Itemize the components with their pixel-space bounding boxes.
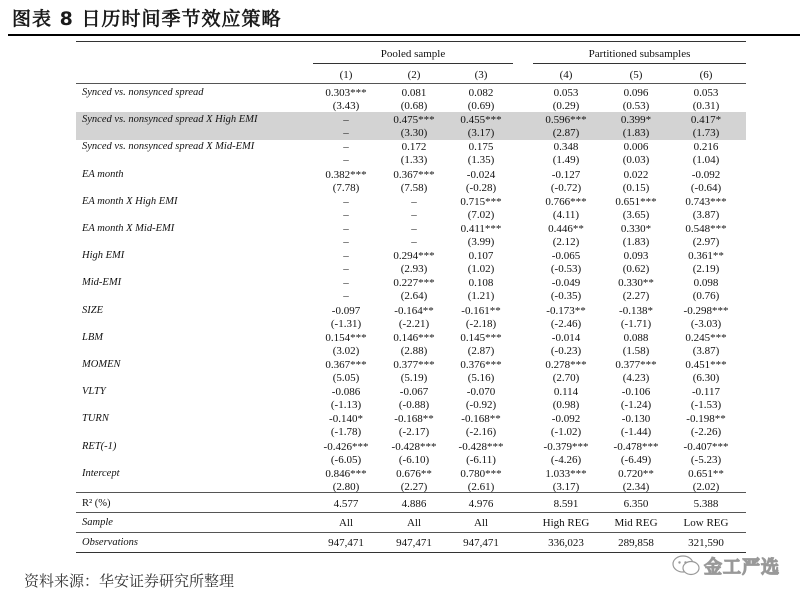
tstat-cell: (-1.53) xyxy=(690,399,722,412)
sample-rule xyxy=(76,532,746,533)
tstat-cell: (-6.05) xyxy=(330,453,362,466)
coef-cell: -0.426*** xyxy=(323,440,369,453)
wechat-icon xyxy=(672,555,700,577)
tstat-cell: (3.02) xyxy=(332,344,360,357)
tstat-cell: (7.58) xyxy=(400,181,428,194)
coef-cell: -0.092 xyxy=(691,168,721,181)
coef-cell: -0.117 xyxy=(691,386,720,399)
coef-cell: 0.651*** xyxy=(615,195,657,208)
coef-cell: – xyxy=(343,141,349,154)
tstat-cell: (-4.26) xyxy=(550,453,582,466)
coef-cell: -0.173** xyxy=(546,304,586,317)
coef-cell: -0.428*** xyxy=(458,440,504,453)
table-row-tstat xyxy=(76,425,746,439)
tstat-cell: (-1.13) xyxy=(330,399,362,412)
coef-cell: -0.198** xyxy=(686,413,726,426)
tstat-cell: (0.31) xyxy=(692,100,720,112)
table-row-tstat xyxy=(76,453,746,467)
coef-cell: -0.407*** xyxy=(683,440,729,453)
tstat-cell: (-2.21) xyxy=(398,317,430,330)
tstat-cell: (2.97) xyxy=(692,236,720,248)
sample-value: Mid REG xyxy=(614,517,658,529)
column-number: (2) xyxy=(407,69,421,81)
tstat-cell: (3.87) xyxy=(692,344,720,357)
column-number: (1) xyxy=(339,69,353,81)
table-row xyxy=(76,113,746,127)
tstat-cell: (-6.10) xyxy=(398,453,430,466)
tstat-cell: (6.30) xyxy=(692,372,720,384)
tstat-cell: – xyxy=(343,208,349,221)
coef-cell: 0.294*** xyxy=(393,250,435,263)
coef-cell: 0.278*** xyxy=(545,359,587,371)
tstat-cell: (-0.28) xyxy=(465,181,497,194)
watermark-text: 金工严选 xyxy=(704,557,780,578)
row-label: SIZE xyxy=(82,304,103,316)
sample-row xyxy=(76,516,746,530)
coef-cell: – xyxy=(343,223,349,235)
table-row-tstat xyxy=(76,235,746,249)
tstat-cell: (2.80) xyxy=(332,480,360,493)
coef-cell: 0.743*** xyxy=(685,195,727,208)
tstat-cell: (-2.17) xyxy=(398,426,430,439)
watermark xyxy=(672,548,792,584)
row-label: LBM xyxy=(82,331,103,343)
group-header-partitioned: Partitioned subsamples xyxy=(588,48,691,60)
coef-cell: 0.053 xyxy=(553,87,579,99)
table-row xyxy=(76,331,746,345)
row-label: Sample xyxy=(82,517,113,528)
tstat-cell: (5.16) xyxy=(467,372,495,384)
coef-cell: -0.065 xyxy=(551,250,581,263)
r2-row xyxy=(76,497,746,511)
coef-cell: 0.780*** xyxy=(460,467,502,480)
coef-cell: 1.033*** xyxy=(545,467,587,480)
table-row xyxy=(76,385,746,399)
coef-cell: 0.006 xyxy=(623,141,649,154)
coef-cell: – xyxy=(411,223,417,235)
tstat-cell: (1.33) xyxy=(400,154,428,167)
coef-cell: -0.161** xyxy=(461,304,501,317)
tstat-cell: (0.15) xyxy=(622,181,650,194)
tstat-cell: (2.27) xyxy=(622,290,650,303)
table-row xyxy=(76,440,746,454)
tstat-cell: – xyxy=(343,290,349,303)
tstat-cell: (1.83) xyxy=(622,236,650,248)
coef-cell: -0.164** xyxy=(394,304,434,317)
coef-cell: 0.417* xyxy=(690,114,722,127)
tstat-cell: (1.21) xyxy=(467,290,495,303)
tstat-cell: (0.98) xyxy=(552,399,580,412)
table-row xyxy=(76,222,746,236)
table-row xyxy=(76,358,746,372)
tstat-cell: (1.83) xyxy=(622,127,650,140)
tstat-cell: (2.27) xyxy=(400,480,428,493)
tstat-cell: (1.73) xyxy=(692,127,720,140)
tstat-cell: – xyxy=(343,236,349,248)
coef-cell: -0.478*** xyxy=(613,440,659,453)
coef-cell: -0.086 xyxy=(331,386,361,399)
column-number: (3) xyxy=(474,69,488,81)
r2-value: 6.350 xyxy=(623,498,649,510)
coef-cell: 0.175 xyxy=(468,141,494,154)
coef-cell: – xyxy=(343,114,349,127)
tstat-cell: (-0.72) xyxy=(550,181,582,194)
tstat-cell: (-0.64) xyxy=(690,181,722,194)
tstat-cell: – xyxy=(343,154,349,167)
tstat-cell: (2.87) xyxy=(467,344,495,357)
row-label: VLTY xyxy=(82,386,106,398)
tstat-cell: (-0.35) xyxy=(550,290,582,303)
coef-cell: 0.367*** xyxy=(393,168,435,181)
row-label: Synced vs. nonsynced spread xyxy=(82,87,204,98)
coef-cell: 0.720** xyxy=(618,467,654,480)
r2-value: 4.577 xyxy=(333,498,359,510)
column-number-row xyxy=(76,68,746,82)
sample-value: All xyxy=(338,517,354,529)
coef-cell: 0.846*** xyxy=(325,467,367,480)
tstat-cell: (3.17) xyxy=(467,127,495,140)
coef-cell: 0.053 xyxy=(693,87,719,99)
observations-value: 947,471 xyxy=(463,537,499,549)
coef-cell: -0.138* xyxy=(619,304,653,317)
tstat-cell: (1.04) xyxy=(692,154,720,167)
row-label: High EMI xyxy=(82,250,125,262)
header-rule xyxy=(76,83,746,84)
tstat-cell: (-1.24) xyxy=(620,399,652,412)
table-row-tstat xyxy=(76,126,746,140)
tstat-cell: (1.58) xyxy=(622,344,650,357)
tstat-cell: (2.93) xyxy=(400,263,428,276)
coef-cell: – xyxy=(343,250,349,263)
tstat-cell: (7.02) xyxy=(467,208,495,221)
coef-cell: 0.082 xyxy=(468,87,494,99)
tstat-cell: (2.64) xyxy=(400,290,428,303)
table-row-tstat xyxy=(76,344,746,358)
tstat-cell: (3.30) xyxy=(400,127,428,140)
coef-cell: 0.651** xyxy=(688,467,724,480)
table-row-tstat xyxy=(76,398,746,412)
tstat-cell: (-2.26) xyxy=(690,426,722,439)
table-row-tstat xyxy=(76,317,746,331)
coef-cell: -0.070 xyxy=(466,386,496,399)
tstat-cell: (2.02) xyxy=(692,480,720,493)
table-row xyxy=(76,276,746,290)
tstat-cell: (2.19) xyxy=(692,263,720,276)
coef-cell: -0.379*** xyxy=(543,440,589,453)
coef-cell: -0.092 xyxy=(551,413,581,426)
tstat-cell: (0.76) xyxy=(692,290,720,303)
coef-cell: – xyxy=(411,195,417,208)
coef-cell: -0.106 xyxy=(621,386,651,399)
coef-cell: -0.097 xyxy=(331,304,361,317)
table-bottom-rule xyxy=(76,552,746,553)
table-row-tstat xyxy=(76,262,746,276)
tstat-cell: (1.35) xyxy=(467,154,495,167)
tstat-cell: (0.29) xyxy=(552,100,580,112)
coef-cell: 0.146*** xyxy=(393,331,435,344)
tstat-cell: (1.02) xyxy=(467,263,495,276)
group-header-pooled: Pooled sample xyxy=(380,48,446,60)
coef-cell: 0.377*** xyxy=(615,359,657,371)
coef-cell: -0.428*** xyxy=(391,440,437,453)
coef-cell: 0.348 xyxy=(553,141,579,154)
coef-cell: 0.330* xyxy=(620,223,652,235)
tstat-cell: – xyxy=(343,263,349,276)
tstat-cell: (-2.18) xyxy=(465,317,497,330)
tstat-cell: (2.87) xyxy=(552,127,580,140)
coef-cell: 0.596*** xyxy=(545,114,587,127)
r2-value: 4.976 xyxy=(468,498,494,510)
observations-value: 289,858 xyxy=(618,537,654,549)
table-row xyxy=(76,140,746,154)
tstat-cell: (3.43) xyxy=(332,100,360,112)
coef-cell: 0.107 xyxy=(468,250,494,263)
tstat-cell: (3.17) xyxy=(552,480,580,493)
coef-cell: 0.216 xyxy=(693,141,719,154)
tstat-cell: (-6.11) xyxy=(466,453,496,466)
tstat-cell: (-1.71) xyxy=(620,317,652,330)
table-row-tstat xyxy=(76,99,746,113)
coef-cell: 0.303*** xyxy=(325,87,367,99)
coef-cell: 0.093 xyxy=(623,250,649,263)
coef-cell: 0.088 xyxy=(623,331,649,344)
table-row xyxy=(76,195,746,209)
tstat-cell: (2.34) xyxy=(622,480,650,493)
tstat-cell: – xyxy=(343,127,349,140)
coef-cell: 0.096 xyxy=(623,87,649,99)
table-row xyxy=(76,467,746,481)
row-label: TURN xyxy=(82,413,109,425)
row-label: MOMEN xyxy=(82,359,121,370)
tstat-cell: (-3.03) xyxy=(690,317,722,330)
tstat-cell: (-1.78) xyxy=(330,426,362,439)
sample-value: Low REG xyxy=(683,517,729,529)
coef-cell: 0.227*** xyxy=(393,277,435,290)
sample-value: High REG xyxy=(542,517,590,529)
tstat-cell: (2.12) xyxy=(552,236,580,248)
coef-cell: 0.455*** xyxy=(460,114,502,127)
coef-cell: 0.475*** xyxy=(393,114,435,127)
table-row xyxy=(76,86,746,100)
coef-cell: 0.715*** xyxy=(460,195,502,208)
tstat-cell: (-0.92) xyxy=(465,399,497,412)
table-row-tstat xyxy=(76,371,746,385)
coef-cell: 0.098 xyxy=(693,277,719,290)
row-label: R² (%) xyxy=(82,498,111,509)
row-label: RET(-1) xyxy=(82,440,117,452)
tstat-cell: (1.49) xyxy=(552,154,580,167)
figure-title: 图表 8 日历时间季节效应策略 xyxy=(12,8,282,30)
title-rule xyxy=(8,34,800,36)
sample-value: All xyxy=(406,517,422,529)
coef-cell: -0.168** xyxy=(461,413,501,426)
coef-cell: 0.446** xyxy=(548,223,584,235)
coef-cell: -0.014 xyxy=(551,331,581,344)
coef-cell: 0.766*** xyxy=(545,195,587,208)
coef-cell: – xyxy=(343,277,349,290)
tstat-cell: (3.99) xyxy=(467,236,495,248)
table-top-rule xyxy=(76,41,746,42)
partitioned-group-rule xyxy=(533,63,746,64)
row-label: Synced vs. nonsynced spread X Mid-EMI xyxy=(82,141,255,153)
coef-cell: -0.127 xyxy=(551,168,581,181)
tstat-cell: (-0.88) xyxy=(398,399,430,412)
coef-cell: 0.377*** xyxy=(393,359,435,371)
observations-value: 947,471 xyxy=(328,537,364,549)
tstat-cell: (4.23) xyxy=(622,372,650,384)
coef-cell: -0.130 xyxy=(621,413,651,426)
table-row xyxy=(76,304,746,318)
coef-cell: 0.367*** xyxy=(325,359,367,371)
tstat-cell: (-2.16) xyxy=(465,426,497,439)
tstat-cell: (0.68) xyxy=(400,100,428,112)
tstat-cell: (-2.46) xyxy=(550,317,582,330)
tstat-cell: (-0.23) xyxy=(550,344,582,357)
coef-cell: -0.168** xyxy=(394,413,434,426)
column-number: (6) xyxy=(699,69,713,81)
row-label: EA month X Mid-EMI xyxy=(82,223,175,234)
tstat-cell: (4.11) xyxy=(552,208,580,221)
tstat-cell: (0.53) xyxy=(622,100,650,112)
tstat-cell: (7.78) xyxy=(332,181,360,194)
coef-cell: 0.108 xyxy=(468,277,494,290)
observations-value: 336,023 xyxy=(548,537,584,549)
tstat-cell: (-0.53) xyxy=(550,263,582,276)
coef-cell: 0.382*** xyxy=(325,168,367,181)
coef-cell: 0.330** xyxy=(618,277,654,290)
table-row xyxy=(76,412,746,426)
tstat-cell: (-1.02) xyxy=(550,426,582,439)
observations-value: 321,590 xyxy=(688,537,724,549)
tstat-cell: (0.03) xyxy=(622,154,650,167)
tstat-cell: (5.05) xyxy=(332,372,360,384)
coef-cell: 0.676** xyxy=(396,467,432,480)
tstat-cell: (-6.49) xyxy=(620,453,652,466)
row-label: Intercept xyxy=(82,467,120,479)
coef-cell: 0.172 xyxy=(401,141,427,154)
coef-cell: 0.022 xyxy=(623,168,649,181)
row-label: Mid-EMI xyxy=(82,277,122,289)
table-row-tstat xyxy=(76,289,746,303)
tstat-cell: (3.87) xyxy=(692,208,720,221)
tstat-cell: (0.69) xyxy=(467,100,495,112)
table-row xyxy=(76,168,746,182)
tstat-cell: (2.70) xyxy=(552,372,580,384)
row-label: Synced vs. nonsynced spread X High EMI xyxy=(82,114,258,126)
column-number: (5) xyxy=(629,69,643,81)
coef-cell: -0.024 xyxy=(466,168,496,181)
table-row-tstat xyxy=(76,480,746,494)
row-label: Observations xyxy=(82,537,138,548)
coef-cell: 0.154*** xyxy=(325,331,367,344)
tstat-cell: (-1.31) xyxy=(330,317,362,330)
sample-value: All xyxy=(473,517,489,529)
source-note: 资料来源：华安证券研究所整理 xyxy=(24,572,235,590)
coef-cell: -0.049 xyxy=(551,277,581,290)
table-row xyxy=(76,249,746,263)
coef-cell: 0.411*** xyxy=(460,223,502,235)
coef-cell: 0.548*** xyxy=(685,223,727,235)
tstat-cell: (-1.44) xyxy=(620,426,652,439)
r2-value: 4.886 xyxy=(401,498,427,510)
observations-row xyxy=(76,536,746,550)
r2-value: 8.591 xyxy=(553,498,579,510)
row-label: EA month X High EMI xyxy=(82,195,178,207)
coef-cell: 0.145*** xyxy=(460,331,502,344)
coef-cell: 0.245*** xyxy=(685,331,727,344)
table-row-tstat xyxy=(76,208,746,222)
coef-cell: 0.376*** xyxy=(460,359,502,371)
tstat-cell: (2.88) xyxy=(400,344,428,357)
coef-cell: -0.067 xyxy=(399,386,429,399)
coef-cell: 0.114 xyxy=(553,386,579,399)
r2-rule xyxy=(76,512,746,513)
tstat-cell: (5.19) xyxy=(400,372,428,384)
tstat-cell: – xyxy=(411,208,417,221)
coef-cell: 0.361** xyxy=(688,250,724,263)
table-row-tstat xyxy=(76,181,746,195)
pooled-group-rule xyxy=(313,63,513,64)
tstat-cell: (3.65) xyxy=(622,208,650,221)
coef-cell: 0.081 xyxy=(401,87,427,99)
tstat-cell: (-5.23) xyxy=(690,453,722,466)
column-number: (4) xyxy=(559,69,573,81)
coef-cell: -0.140* xyxy=(329,413,363,426)
r2-value: 5.388 xyxy=(693,498,719,510)
tstat-cell: (2.61) xyxy=(467,480,495,493)
coef-cell: 0.451*** xyxy=(685,359,727,371)
observations-value: 947,471 xyxy=(396,537,432,549)
table-row-tstat xyxy=(76,153,746,167)
coef-cell: -0.298*** xyxy=(683,304,729,317)
row-label: EA month xyxy=(82,168,124,180)
tstat-cell: (0.62) xyxy=(622,263,650,276)
coef-cell: 0.399* xyxy=(620,114,652,127)
coef-cell: – xyxy=(343,195,349,208)
tstat-cell: – xyxy=(411,236,417,248)
